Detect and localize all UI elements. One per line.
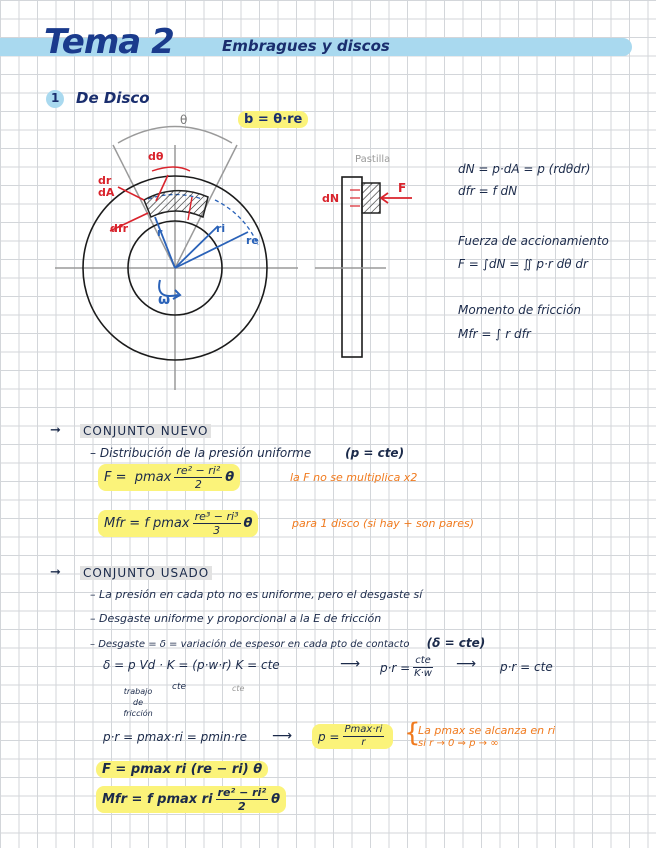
dfr-equation: dfr = f dN	[458, 184, 518, 198]
nuevo-M-lhs: Mfr =	[104, 516, 141, 531]
usado-M-den: 2	[238, 800, 246, 813]
ri-label: ri	[216, 222, 226, 235]
nuevo-bullet-1-text: Distribución de la presión uniforme	[99, 446, 312, 460]
p-fraction	[343, 725, 385, 748]
usado-bullet-2-text: Desgaste uniforme y proporcional a la E de fricción	[99, 612, 382, 625]
nuevo-M-note: para 1 disco (si hay + son pares)	[292, 517, 474, 530]
usado-M-num: re² − ri²	[217, 786, 267, 799]
nuevo-F-num: re² − ri²	[176, 464, 221, 477]
section-number: 1	[51, 91, 60, 105]
nuevo-bullet-1-cond: (p = cte)	[345, 446, 405, 460]
pr-equation: p·r = pmax·ri = pmin·re	[103, 730, 247, 744]
note-pmax-line2: si r → 0 ⇒ p → ∞	[418, 738, 499, 749]
moment-heading: Momento de fricción	[458, 303, 582, 317]
nuevo-F-mid: pmax	[134, 470, 172, 485]
pr-result-2: p·r = cte	[500, 660, 553, 674]
nuevo-F-fraction	[174, 465, 222, 490]
moment-equation: Mfr = ∫ r dfr	[458, 327, 531, 341]
delta-equation: δ = p Vd · K = (p·w·r) K = cte	[103, 658, 280, 672]
nuevo-F-note: la F no se multiplica x2	[290, 471, 418, 484]
usado-heading: CONJUNTO USADO	[80, 566, 212, 580]
theta-label: θ	[180, 113, 188, 127]
dN-label: dN	[322, 192, 340, 205]
p-den: r	[361, 737, 366, 748]
pr-result-1-fraction	[413, 656, 433, 679]
usado-M-tail: θ	[271, 792, 281, 807]
arrow-bullet-icon: ➞	[50, 423, 61, 438]
dtheta-label: dθ	[148, 150, 164, 163]
usado-M-lhs: Mfr =	[102, 792, 143, 807]
nuevo-M-mid: f pmax	[144, 516, 190, 531]
p-lhs: p =	[318, 729, 340, 744]
nuevo-bullet-1: – Distribución de la presión uniforme (p = cte)	[90, 446, 405, 460]
nuevo-M-num: re³ − ri³	[194, 510, 239, 523]
disc-diagram	[40, 105, 460, 395]
usado-bullet-3-cond: (δ = cte)	[426, 636, 486, 650]
p-num: Pmax·ri	[344, 724, 383, 735]
omega-label: ω	[158, 292, 171, 308]
r-label: r	[157, 226, 163, 239]
nuevo-moment-formula	[98, 510, 258, 537]
usado-moment-formula	[96, 786, 286, 813]
dr-label: dr	[98, 174, 112, 187]
page-title: Tema 2	[44, 22, 174, 62]
usado-M-fraction	[216, 787, 269, 812]
nuevo-force-formula	[98, 464, 240, 491]
note-cte-2: cte	[232, 684, 245, 693]
nuevo-heading: CONJUNTO NUEVO	[80, 424, 211, 438]
arrow-right-icon: ⟶	[340, 656, 361, 672]
note-trabajo: trabajo de fricción	[123, 687, 153, 718]
pr-result-1	[380, 656, 436, 679]
nuevo-M-den: 3	[213, 524, 221, 537]
usado-M-mid: f pmax ri	[146, 792, 213, 807]
nuevo-M-fraction	[193, 511, 241, 536]
page-subtitle: Embragues y discos	[222, 37, 390, 55]
usado-force-formula: F = pmax ri (re − ri) θ	[96, 761, 268, 778]
force-heading: Fuerza de accionamiento	[458, 234, 609, 248]
arrow-bullet-icon: ➞	[50, 565, 61, 580]
usado-bullet-1: – La presión en cada pto no es uniforme, pero el desgaste sí	[90, 588, 423, 601]
pr-result-1-lhs: p·r =	[380, 660, 411, 675]
brace-icon: {	[404, 718, 421, 748]
nuevo-F-tail: θ	[225, 470, 235, 485]
pr-result-1-den: K·w	[414, 668, 432, 679]
F-label: F	[398, 181, 407, 195]
usado-bullet-3: – Desgaste = δ = variación de espesor en cada pto de contacto (δ = cte)	[90, 636, 486, 650]
arrow-right-icon: ⟶	[456, 656, 477, 672]
dA-label: dA	[98, 186, 115, 199]
arrow-right-icon: ⟶	[272, 728, 293, 744]
usado-bullet-2: – Desgaste uniforme y proporcional a la E de fricción	[90, 612, 382, 625]
force-equation: F = ∫dN = ∬ p·r dθ dr	[458, 257, 588, 271]
nuevo-F-lhs: F =	[104, 470, 127, 485]
section-title: De Disco	[76, 89, 150, 107]
dN-equation: dN = p·dA = p (rdθdr)	[458, 162, 591, 176]
pr-result-1-num: cte	[415, 655, 431, 666]
note-pmax-line1: La pmax se alcanza en ri	[418, 724, 556, 737]
note-cte-1: cte	[172, 682, 187, 692]
usado-bullet-3-text: Desgaste = δ = variación de espesor en cada pto de contacto	[98, 639, 410, 650]
p-distribution-formula	[312, 724, 393, 749]
pastilla-label: Pastilla	[355, 154, 391, 165]
dfr-label: dfr	[110, 222, 129, 235]
nuevo-M-tail: θ	[243, 516, 253, 531]
nuevo-F-den: 2	[194, 478, 202, 491]
arc-length-formula: b = θ·re	[238, 111, 308, 128]
re-label: re	[246, 234, 259, 247]
usado-bullet-1-text: La presión en cada pto no es uniforme, pero el desgaste sí	[99, 588, 423, 601]
